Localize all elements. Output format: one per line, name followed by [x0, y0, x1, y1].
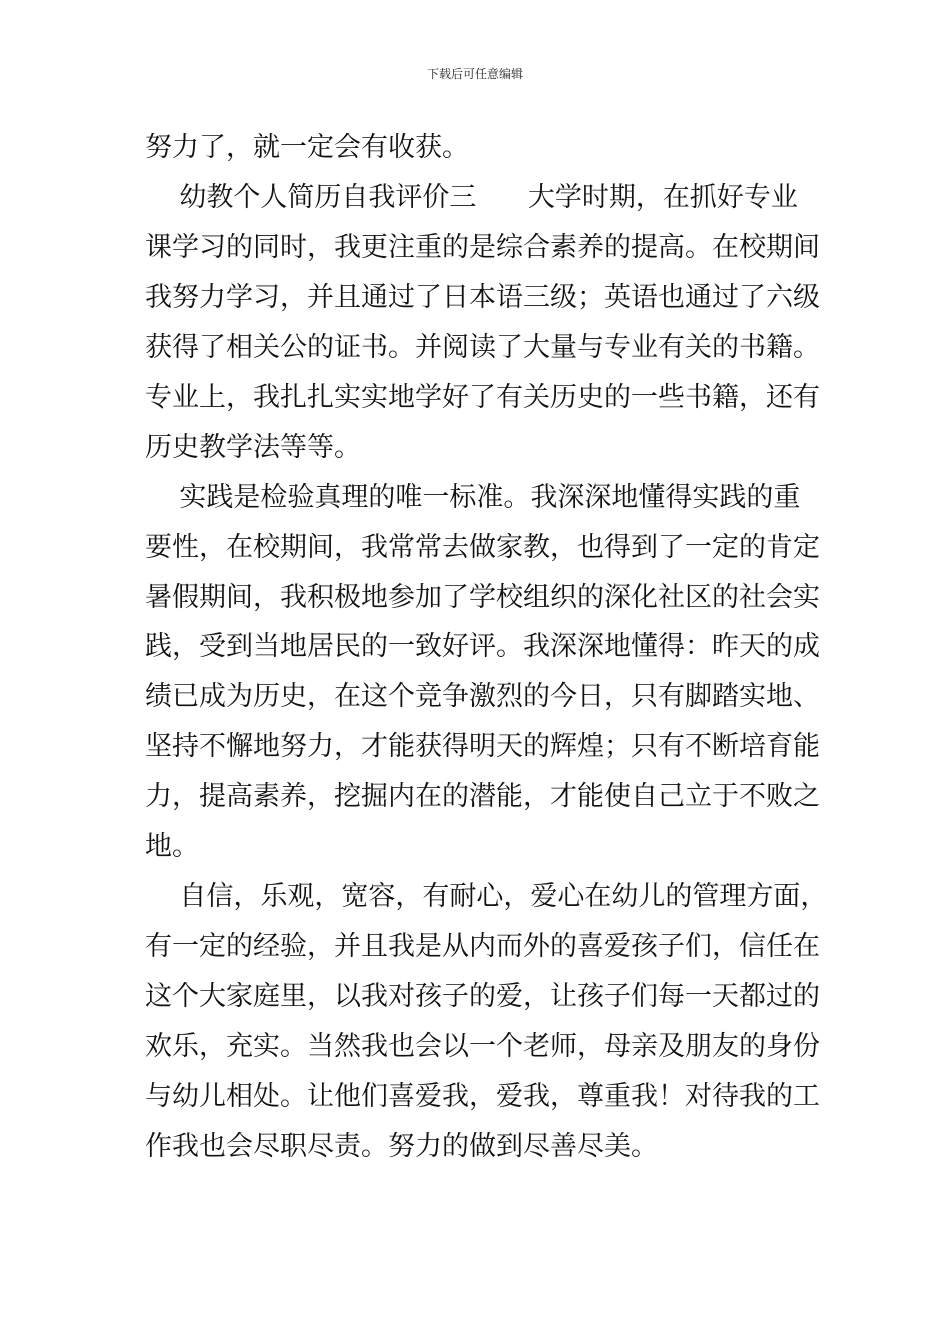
text-line: 历史教学法等等。	[145, 432, 361, 463]
text-line: 这个大家庭里，以我对孩子的爱，让孩子们每一天都过的	[145, 981, 820, 1012]
text-line: 绩已成为历史，在这个竞争激烈的今日，只有脚踏实地、	[145, 681, 820, 712]
text-line: 实践是检验真理的唯一标准。我深深地懂得实践的重	[145, 482, 801, 513]
text-line: 欢乐，充实。当然我也会以一个老师，母亲及朋友的身份	[145, 1031, 820, 1062]
text-line: 获得了相关公的证书。并阅读了大量与专业有关的书籍。	[145, 332, 820, 363]
text-line: 坚持不懈地努力，才能获得明天的辉煌；只有不断培育能	[145, 731, 820, 762]
text-line: 践，受到当地居民的一致好评。我深深地懂得：昨天的成	[145, 631, 820, 662]
text-line: 力，提高素养，挖掘内在的潜能，才能使自己立于不败之	[145, 781, 820, 812]
text-line: 地。	[145, 831, 199, 862]
page-header: 下载后可任意编辑	[426, 67, 523, 81]
text-line: 与幼儿相处。让他们喜爱我，爱我，尊重我！对待我的工	[145, 1081, 820, 1112]
text-line: 课学习的同时，我更注重的是综合素养的提高。在校期间	[145, 232, 820, 263]
text-line: 自信，乐观，宽容，有耐心，爱心在幼儿的管理方面，	[145, 881, 828, 912]
text-line: 有一定的经验，并且我是从内而外的喜爱孩子们，信任在	[145, 931, 820, 962]
text-line: 专业上，我扎扎实实地学好了有关历史的一些书籍，还有	[145, 382, 820, 413]
text-line: 努力了，就一定会有收获。	[145, 132, 469, 163]
text-line: 要性，在校期间，我常常去做家教，也得到了一定的肯定	[145, 532, 820, 563]
text-line: 作我也会尽职尽责。努力的做到尽善尽美。	[145, 1131, 658, 1162]
text-line: 我努力学习，并且通过了日本语三级；英语也通过了六级	[145, 282, 820, 313]
text-line: 幼教个人简历自我评价三 大学时期，在抓好专业	[145, 182, 798, 213]
text-line: 暑假期间，我积极地参加了学校组织的深化社区的社会实	[145, 582, 820, 613]
